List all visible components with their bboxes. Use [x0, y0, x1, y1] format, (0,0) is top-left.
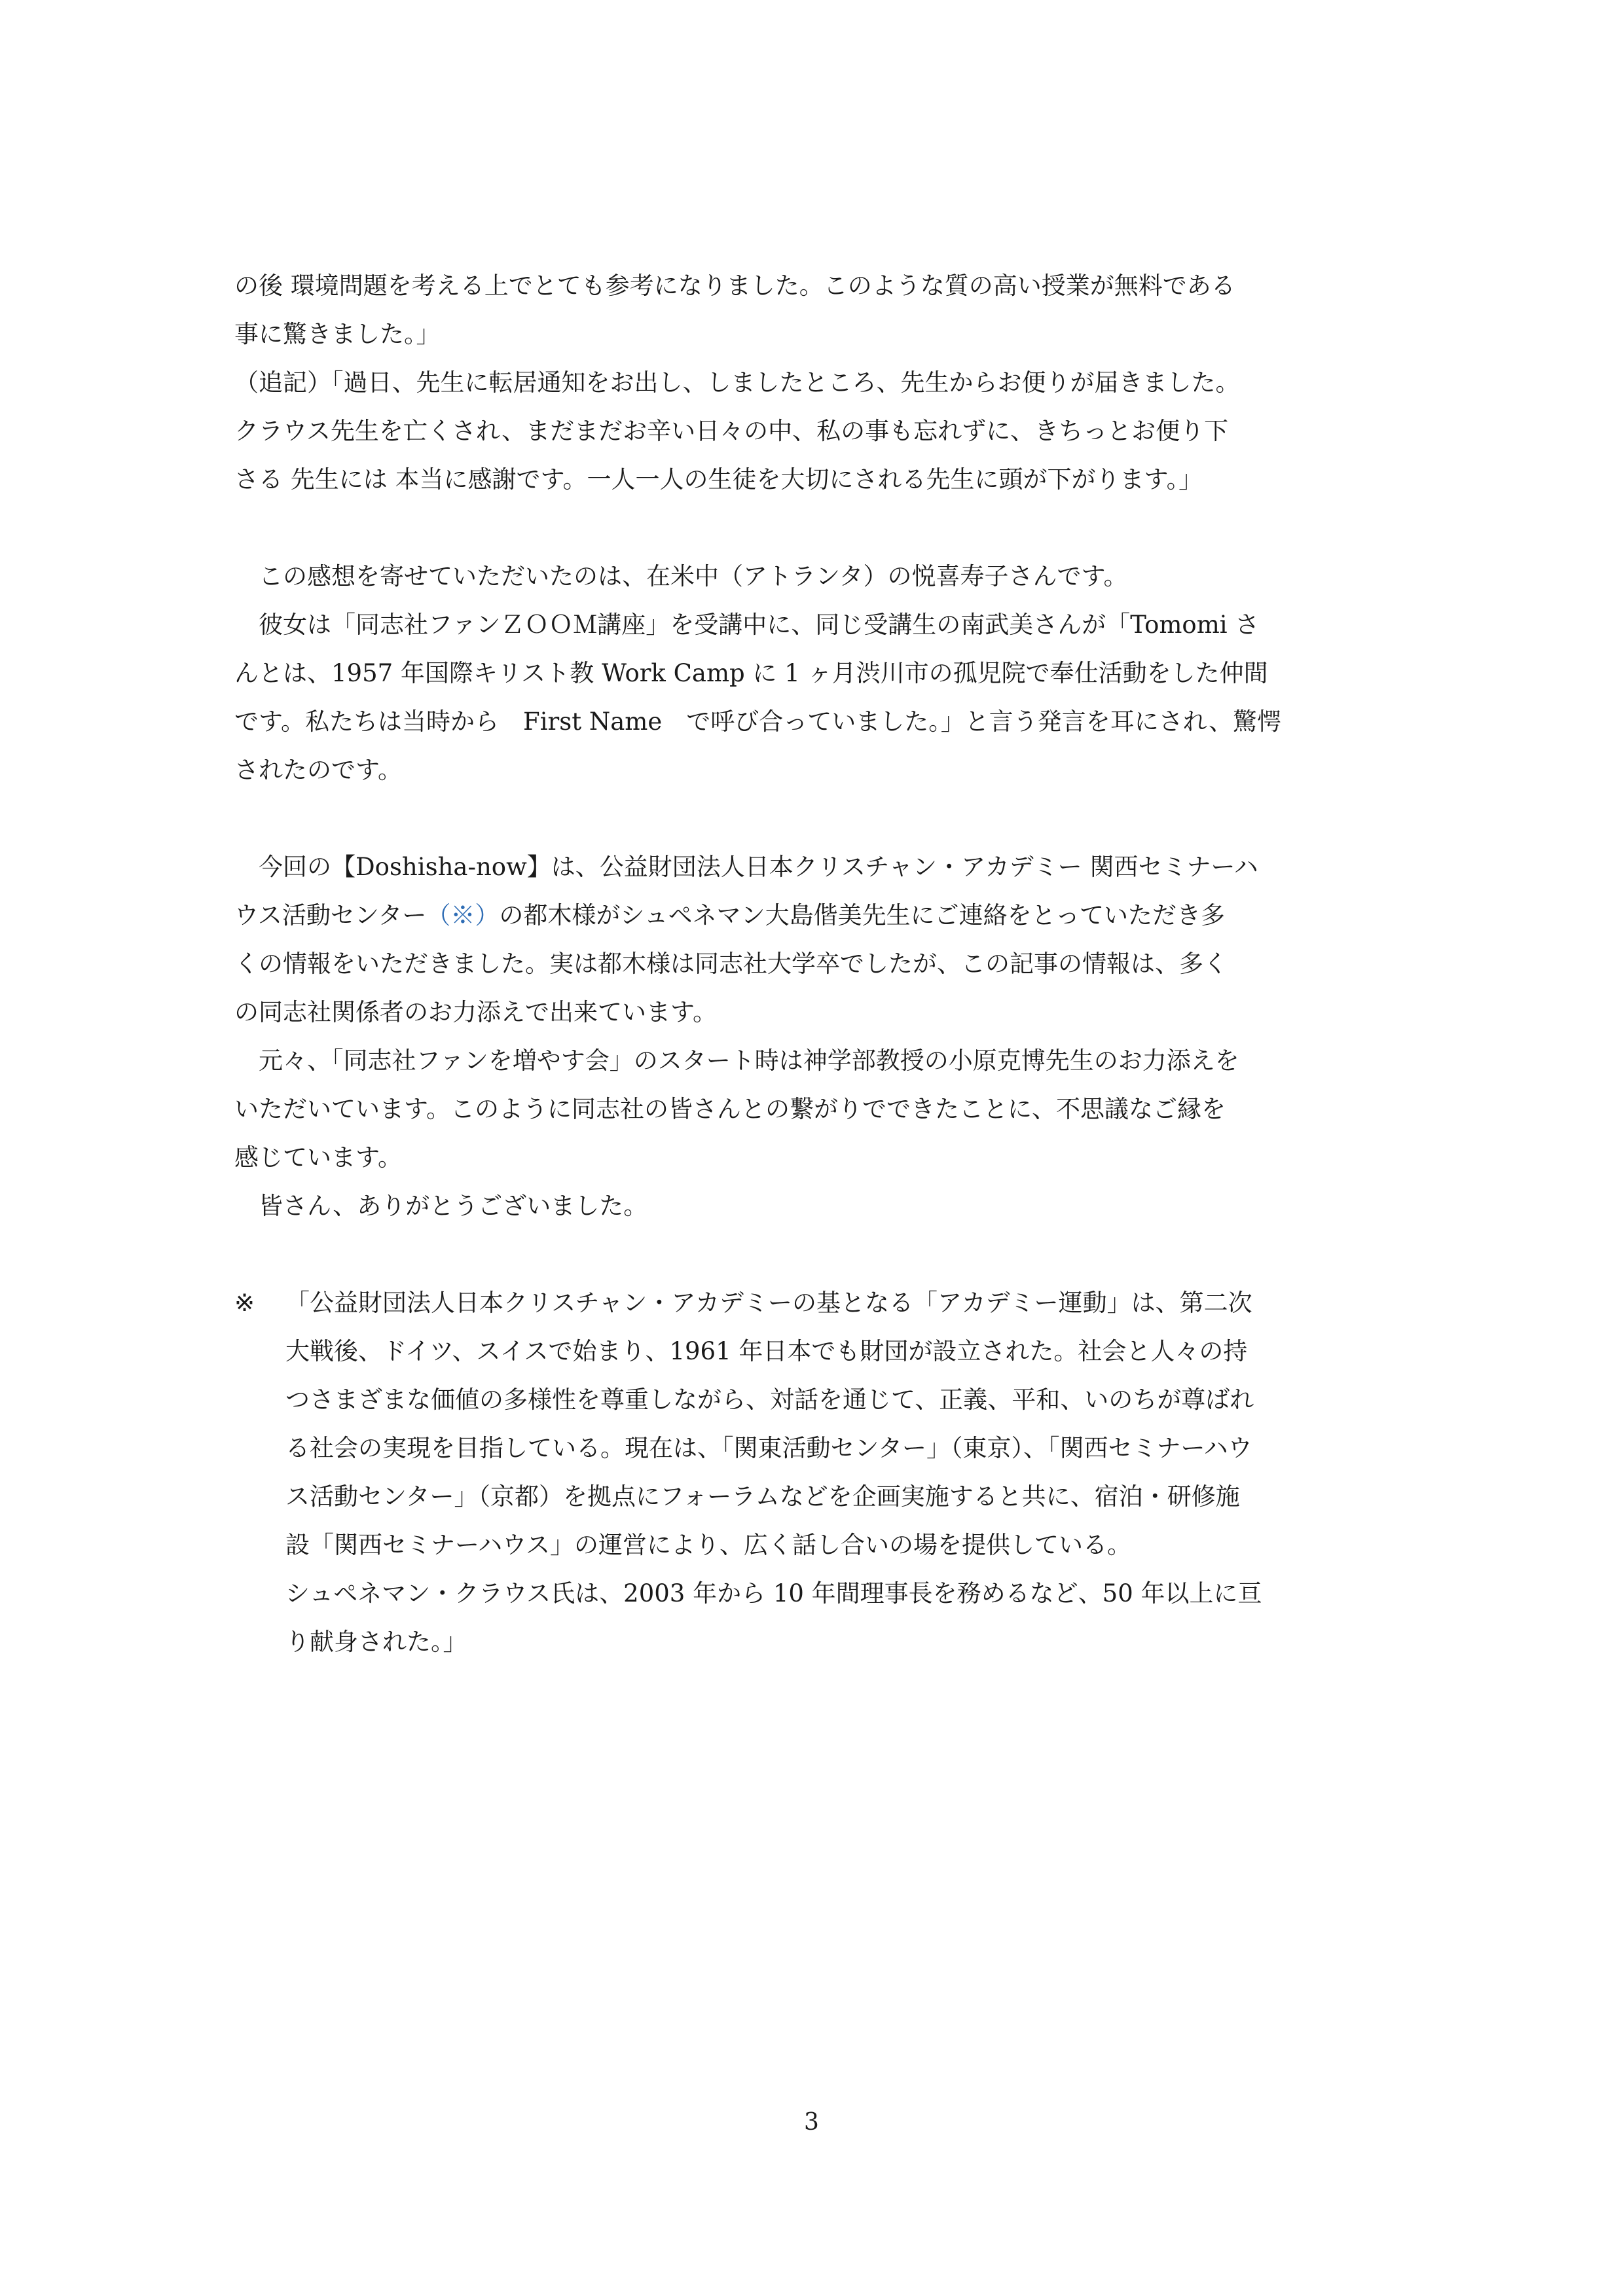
text-segment: の都木様がシュペネマン大島偕美先生にご連絡をとっていただき多 — [499, 901, 1225, 929]
paragraph-spacer — [234, 795, 1400, 843]
footnote-reference-link[interactable]: （※） — [426, 901, 500, 929]
paragraph-spacer — [234, 1230, 1400, 1279]
footnote-line: る社会の実現を目指している。現在は、「関東活動センター」（東京）、「関西セミナーハウ — [285, 1434, 1252, 1462]
footnote-line: シュペネマン・クラウス氏は、2003 年から 10 年間理事長を務めるなど、50 年以上に亘 — [285, 1579, 1262, 1607]
footnote-line: 大戦後、ドイツ、スイスで始まり、1961 年日本でも財団が設立された。社会と人々の持 — [285, 1337, 1248, 1365]
paragraph-acknowledgement — [234, 843, 1400, 1230]
document-page — [234, 262, 1400, 1666]
text-line: いただいています。このように同志社の皆さんとの繋がりでできたことに、不思議なご縁を — [234, 1095, 1226, 1123]
text-line: です。私たちは当時から First Name で呼び合っていました。」と言う発言を耳にされ、驚愕 — [234, 708, 1281, 736]
paragraph-author — [234, 552, 1400, 795]
footnote-line: 「公益財団法人日本クリスチャン・アカデミーの基となる「アカデミー運動」は、第二次 — [285, 1289, 1252, 1317]
footnote-body — [285, 1279, 1400, 1666]
footnote-line: ス活動センター」（京都）を拠点にフォーラムなどを企画実施すると共に、宿泊・研修施 — [285, 1482, 1240, 1511]
footnote-mark: ※ — [234, 1289, 255, 1317]
text-line: クラウス先生を亡くされ、まだまだお辛い日々の中、私の事も忘れずに、きちっとお便り下 — [234, 417, 1229, 445]
text-line: 元々、「同志社ファンを増やす会」のスタート時は神学部教授の小原克博先生のお力添えを — [234, 1047, 1239, 1075]
paragraph-impressions — [234, 262, 1400, 504]
text-line: の同志社関係者のお力添えで出来ています。 — [234, 998, 718, 1026]
text-line: んとは、1957 年国際キリスト教 Work Camp に 1 ヶ月渋川市の孤児院で奉仕活動をした仲間 — [234, 659, 1268, 687]
text-line: （追記）「過日、先生に転居通知をお出し、しましたところ、先生からお便りが届きました。 — [234, 368, 1240, 397]
paragraph-spacer — [234, 504, 1400, 552]
text-line: されたのです。 — [234, 756, 403, 784]
text-line: この感想を寄せていただいたのは、在米中（アトランタ）の悦喜寿子さんです。 — [234, 562, 1128, 590]
footnote-line: り献身された。」 — [285, 1628, 467, 1656]
footnote-line: つさまざまな価値の多様性を尊重しながら、対話を通じて、正義、平和、いのちが尊ばれ — [285, 1386, 1254, 1414]
text-line: 彼女は「同志社ファンＺＯＯＭ講座」を受講中に、同じ受講生の南武美さんが「Tomomi さ — [234, 611, 1260, 639]
text-line: 事に驚きました。」 — [234, 320, 441, 348]
text-line: 今回の【Doshisha-now】は、公益財団法人日本クリスチャン・アカデミー 関西セミナーハ — [234, 853, 1258, 881]
text-line: くの情報をいただきました。実は都木様は同志社大学卒でしたが、この記事の情報は、多く — [234, 950, 1228, 978]
text-line: の後 環境問題を考える上でとても参考になりました。このような質の高い授業が無料である — [234, 272, 1235, 300]
page-number: 3 — [804, 2109, 819, 2136]
footnote-line: 設「関西セミナーハウス」の運営により、広く話し合いの場を提供している。 — [285, 1531, 1132, 1559]
text-segment: ウス活動センター — [234, 901, 427, 929]
footnote — [234, 1279, 1400, 1666]
text-line: 感じています。 — [234, 1143, 403, 1172]
text-line: さる 先生には 本当に感謝です。一人一人の生徒を大切にされる先生に頭が下がります。」 — [234, 465, 1203, 493]
text-line — [234, 891, 1400, 940]
text-line: 皆さん、ありがとうございました。 — [234, 1192, 648, 1220]
